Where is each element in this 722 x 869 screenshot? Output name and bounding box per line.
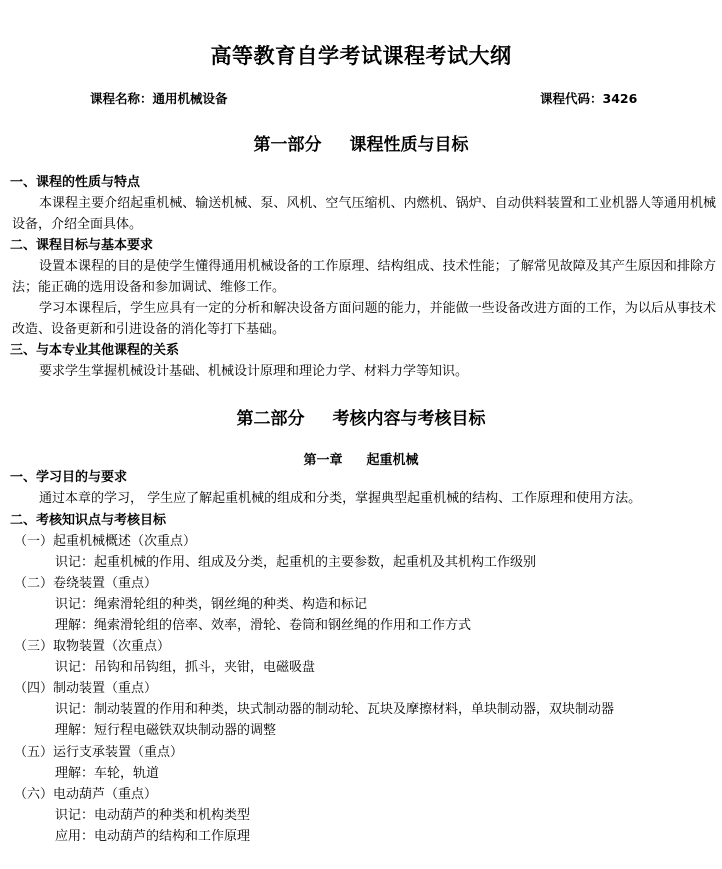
section-paragraph: 学习本课程后，学生应具有一定的分析和解决设备方面问题的能力，并能做一些设备改进方面的工作，为以后从事技术改造、设备更新和引进设备的消化等打下基础。 — [12, 301, 716, 337]
part2-label: 第二部分 — [236, 409, 305, 429]
knowledge-point-item: 识记：吊钩和吊钩组，抓斗，夹钳，电磁吸盘 — [55, 660, 316, 675]
knowledge-point-title: （二）卷绕装置（重点） — [14, 576, 158, 591]
knowledge-point-title: （三）取物装置（次重点） — [14, 639, 171, 654]
knowledge-point-title: （一）起重机械概述（次重点） — [14, 534, 197, 549]
part1-title — [0, 130, 722, 155]
section-heading: 二、课程目标与基本要求 — [10, 238, 154, 253]
section-paragraph: 本课程主要介绍起重机械、输送机械、泵、风机、空气压缩机、内燃机、锅炉、自动供料装置和工业机器人等通用机械设备，介绍全面具体。 — [12, 196, 716, 232]
knowledge-point-item: 识记：电动葫芦的种类和机构类型 — [55, 808, 251, 823]
chapter-heading: 起重机械 — [366, 453, 419, 468]
knowledge-point-item: 理解：绳索滑轮组的倍率、效率，滑轮、卷筒和钢丝绳的作用和工作方式 — [55, 618, 472, 633]
course-code: 课程代码：3426 — [540, 91, 638, 106]
knowledge-point-item: 理解：车轮，轨道 — [55, 766, 160, 781]
knowledge-point-item: 识记：起重机械的作用、组成及分类，起重机的主要参数，起重机及其机构工作级别 — [55, 555, 537, 570]
knowledge-point-item: 识记：绳索滑轮组的种类，钢丝绳的种类、构造和标记 — [55, 597, 368, 612]
section-heading: 一、课程的性质与特点 — [10, 175, 141, 190]
chapter-label: 第一章 — [303, 453, 343, 468]
knowledge-point-item: 识记：制动装置的作用和种类，块式制动器的制动轮、瓦块及摩擦材料，单块制动器，双块制动器 — [55, 702, 615, 717]
course-name: 课程名称：通用机械设备 — [90, 91, 228, 106]
section-paragraph: 要求学生掌握机械设计基础、机械设计原理和理论力学、材料力学等知识。 — [39, 364, 469, 379]
section-heading: 三、与本专业其他课程的关系 — [10, 343, 180, 358]
section-paragraph: 通过本章的学习， 学生应了解起重机械的组成和分类，掌握典型起重机械的结构、工作原理和使用方法。 — [39, 491, 642, 506]
chapter-title — [0, 449, 722, 468]
knowledge-point-title: （五）运行支承装置（重点） — [14, 745, 184, 760]
part2-heading: 考核内容与考核目标 — [332, 409, 486, 429]
section-paragraph: 设置本课程的目的是使学生懂得通用机械设备的工作原理、结构组成、技术性能；了解常见故障及其产生原因和排除方法；能正确的选用设备和参加调试、维修工作。 — [12, 259, 716, 295]
part2-title — [0, 404, 722, 429]
section-heading: 二、考核知识点与考核目标 — [10, 513, 167, 528]
part1-heading: 课程性质与目标 — [349, 135, 469, 155]
knowledge-point-title: （六）电动葫芦（重点） — [14, 787, 158, 802]
document-title: 高等教育自学考试课程考试大纲 — [210, 43, 512, 68]
section-heading: 一、学习目的与要求 — [10, 470, 128, 485]
knowledge-point-item: 理解：短行程电磁铁双块制动器的调整 — [55, 723, 277, 738]
knowledge-point-title: （四）制动装置（重点） — [14, 681, 158, 696]
part1-label: 第一部分 — [253, 135, 322, 155]
knowledge-point-item: 应用：电动葫芦的结构和工作原理 — [55, 829, 251, 844]
